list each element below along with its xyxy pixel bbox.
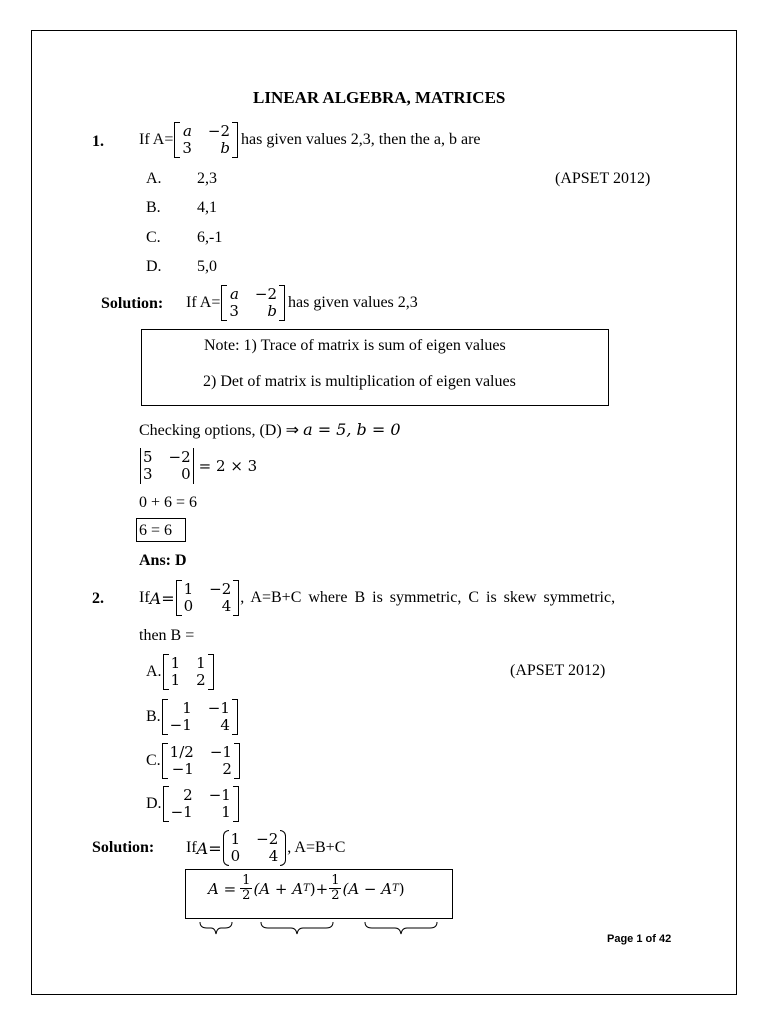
- q2-option-a: A. 1 1 1 2: [146, 654, 215, 690]
- decomposition-formula: A = $\frac{1}{2}$ (A + A T ) + $\frac{1}{2}$ (A − A T ): [208, 873, 405, 903]
- q1-matrix: a −2 3 b: [174, 122, 238, 158]
- q2-matrix: 1 −2 0 4: [176, 580, 240, 616]
- q1-option-d-label: D.: [146, 258, 162, 275]
- note-line-2: 2) Det of matrix is multiplication of eigen values: [203, 373, 516, 390]
- underbrace-symmetric: [261, 922, 333, 934]
- q1-suffix: has given values 2,3, then the a, b are: [241, 131, 481, 148]
- q2-option-c: C. 1/2 −1 −1 2: [146, 743, 241, 779]
- q1-prefix: If A=: [139, 131, 174, 148]
- sol1-matrix: a −2 3 b: [221, 285, 285, 321]
- q1-option-d-value: 5,0: [197, 258, 217, 275]
- sol2-text: If A = 1 −2 0 4 , A=B+C: [186, 830, 346, 865]
- page-title: LINEAR ALGEBRA, MATRICES: [253, 88, 506, 107]
- q1-option-c-label: C.: [146, 229, 161, 246]
- underbrace-a: [200, 922, 232, 934]
- checking-line: Checking options, (D) ⇒ a = 5, b = 0: [139, 420, 401, 439]
- q2-number: 2.: [92, 590, 104, 607]
- underbraces: [195, 920, 445, 940]
- note-line-1: Note: 1) Trace of matrix is sum of eigen values: [204, 337, 506, 354]
- q1-number: 1.: [92, 133, 104, 150]
- q1-option-a-label: A.: [146, 170, 162, 187]
- sol1-text: If A= a −2 3 b has given values 2,3: [186, 285, 418, 320]
- sum-line: 0 + 6 = 6: [139, 494, 198, 511]
- q1-option-a-value: 2,3: [197, 170, 217, 187]
- page-number: Page 1 of 42: [607, 933, 672, 945]
- q2-option-d: D. 2 −1 −1 1: [146, 786, 240, 822]
- q1-option-c-value: 6,-1: [197, 229, 223, 246]
- det-matrix: 5 −2 3 0: [140, 448, 194, 484]
- q2-text: If A = 1 −2 0 4 , A=B+C where B is symmetric, C is skew symmetric,: [139, 580, 616, 615]
- answer: Ans: D: [139, 552, 187, 569]
- boxed-result-text: 6 = 6: [139, 522, 173, 539]
- underbrace-skew: [365, 922, 437, 934]
- sol1-label: Solution:: [101, 295, 164, 312]
- q2-source: (APSET 2012): [510, 662, 606, 679]
- q1-option-b-label: B.: [146, 199, 161, 216]
- q2-option-b: B. 1 −1 −1 4: [146, 699, 239, 735]
- determinant-line: 5 −2 3 0 = 2 × 3: [139, 448, 257, 484]
- q1-source: (APSET 2012): [555, 170, 651, 187]
- q1-option-b-value: 4,1: [197, 199, 217, 216]
- sol2-matrix: 1 −2 0 4: [223, 830, 287, 866]
- q2-line-2: then B =: [139, 627, 195, 644]
- q1-text: [139, 122, 481, 158]
- sol2-label: Solution:: [92, 839, 155, 856]
